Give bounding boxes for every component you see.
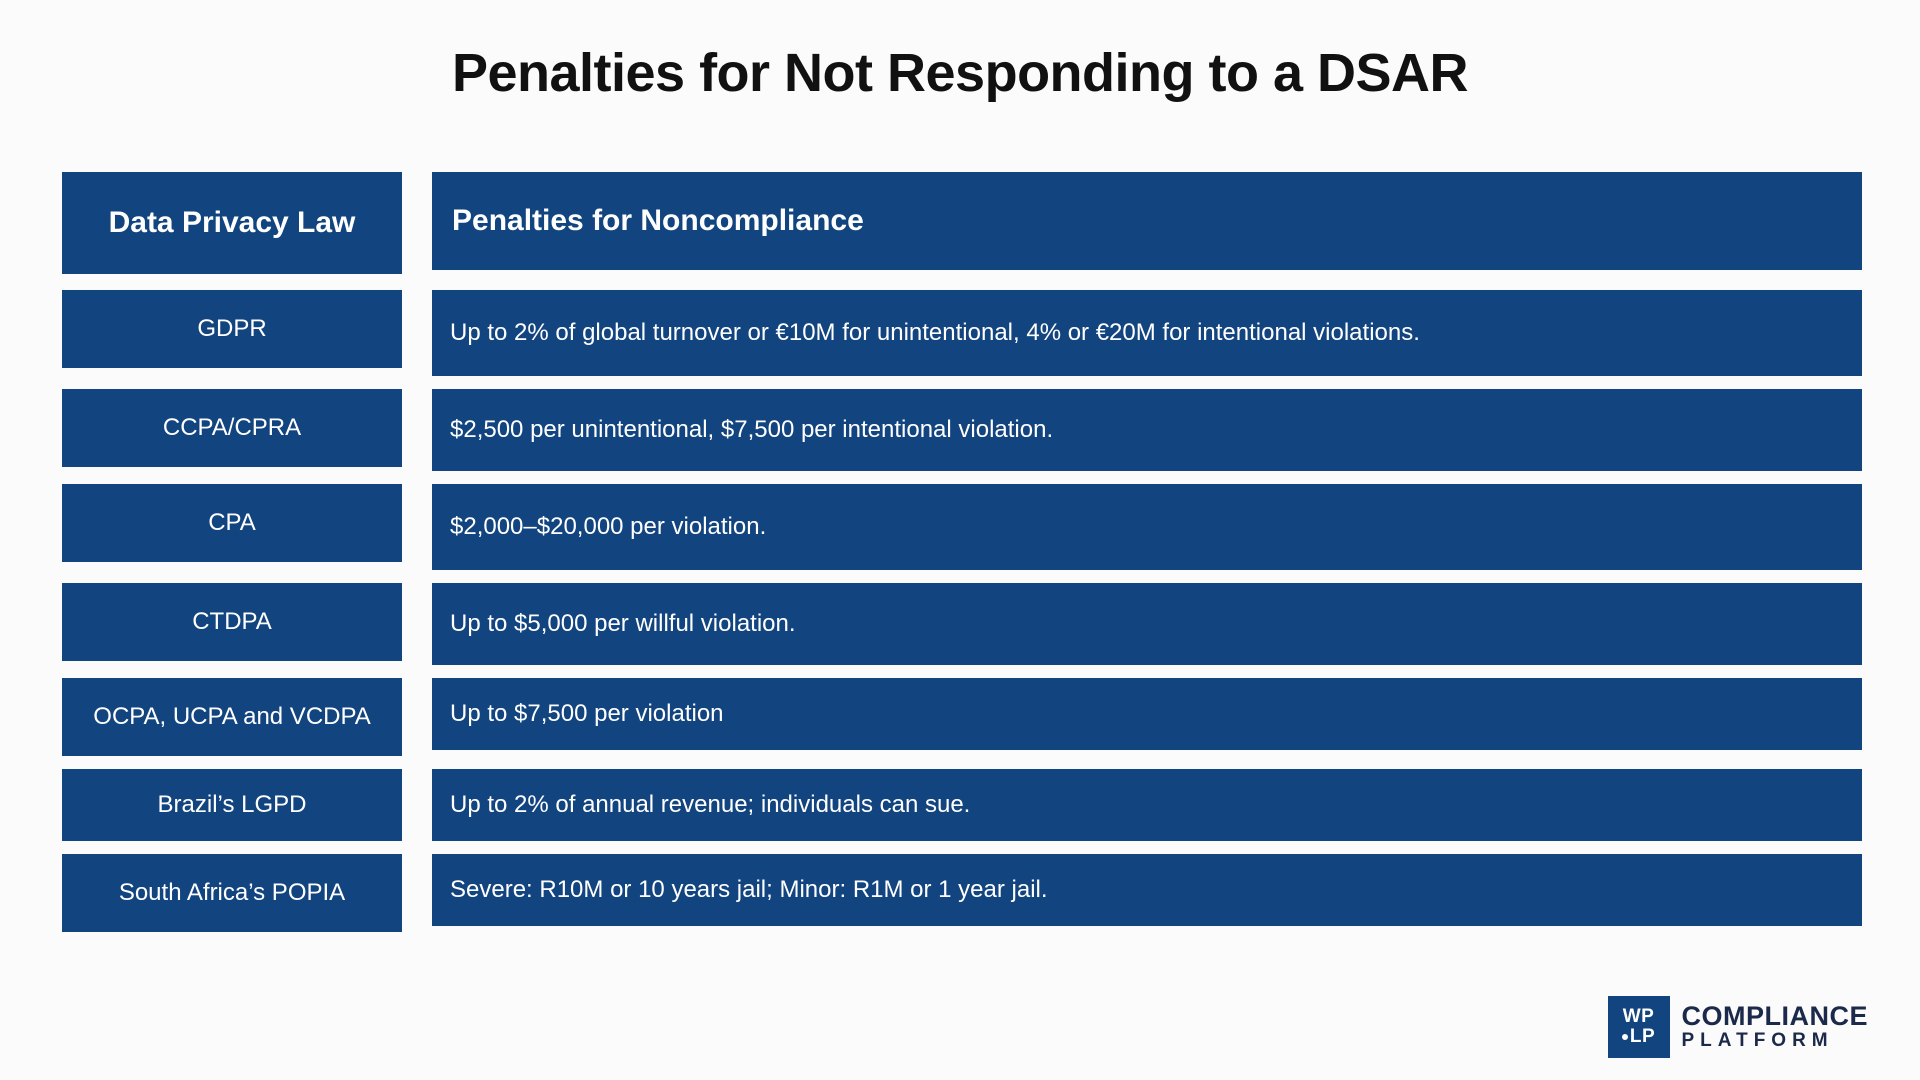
cell-law: Brazil’s LGPD: [62, 769, 402, 841]
cell-penalty: Up to 2% of global turnover or €10M for unintentional, 4% or €20M for intentional violations.: [432, 290, 1862, 376]
logo-mark-bottom-group: [1622, 1027, 1655, 1047]
cell-penalty: Up to $5,000 per willful violation.: [432, 583, 1862, 665]
brand-logo: [1608, 996, 1869, 1058]
table-row: [62, 769, 1862, 841]
table-row: [62, 484, 1862, 570]
cell-penalty: Up to $7,500 per violation: [432, 678, 1862, 750]
logo-mark-bottom: LP: [1629, 1026, 1656, 1047]
table-header-row: [62, 172, 1862, 274]
table-row: [62, 678, 1862, 756]
cell-law: CPA: [62, 484, 402, 562]
cell-law: South Africa’s POPIA: [62, 854, 402, 932]
column-header-law: Data Privacy Law: [62, 172, 402, 274]
column-header-penalty: Penalties for Noncompliance: [432, 172, 1862, 270]
cell-law: GDPR: [62, 290, 402, 368]
table-row: [62, 290, 1862, 376]
table-row: [62, 389, 1862, 471]
table-row: [62, 583, 1862, 665]
logo-line-1: COMPLIANCE: [1681, 1001, 1868, 1032]
cell-penalty: Up to 2% of annual revenue; individuals can sue.: [432, 769, 1862, 841]
cell-law: CCPA/CPRA: [62, 389, 402, 467]
table-row: [62, 854, 1862, 932]
logo-mark-top: WP: [1622, 1006, 1655, 1028]
logo-dot-icon: [1622, 1034, 1628, 1040]
cell-law: OCPA, UCPA and VCDPA: [62, 678, 402, 756]
penalties-table: [62, 172, 1862, 945]
cell-law: CTDPA: [62, 583, 402, 661]
logo-wordmark: [1682, 1002, 1869, 1052]
cell-penalty: Severe: R10M or 10 years jail; Minor: R1M or 1 year jail.: [432, 854, 1862, 926]
cell-penalty: $2,500 per unintentional, $7,500 per intentional violation.: [432, 389, 1862, 471]
page-title: Penalties for Not Responding to a DSAR: [451, 43, 1469, 103]
logo-line-2: PLATFORM: [1681, 1030, 1834, 1052]
cell-penalty: $2,000–$20,000 per violation.: [432, 484, 1862, 570]
logo-mark-icon: [1608, 996, 1670, 1058]
